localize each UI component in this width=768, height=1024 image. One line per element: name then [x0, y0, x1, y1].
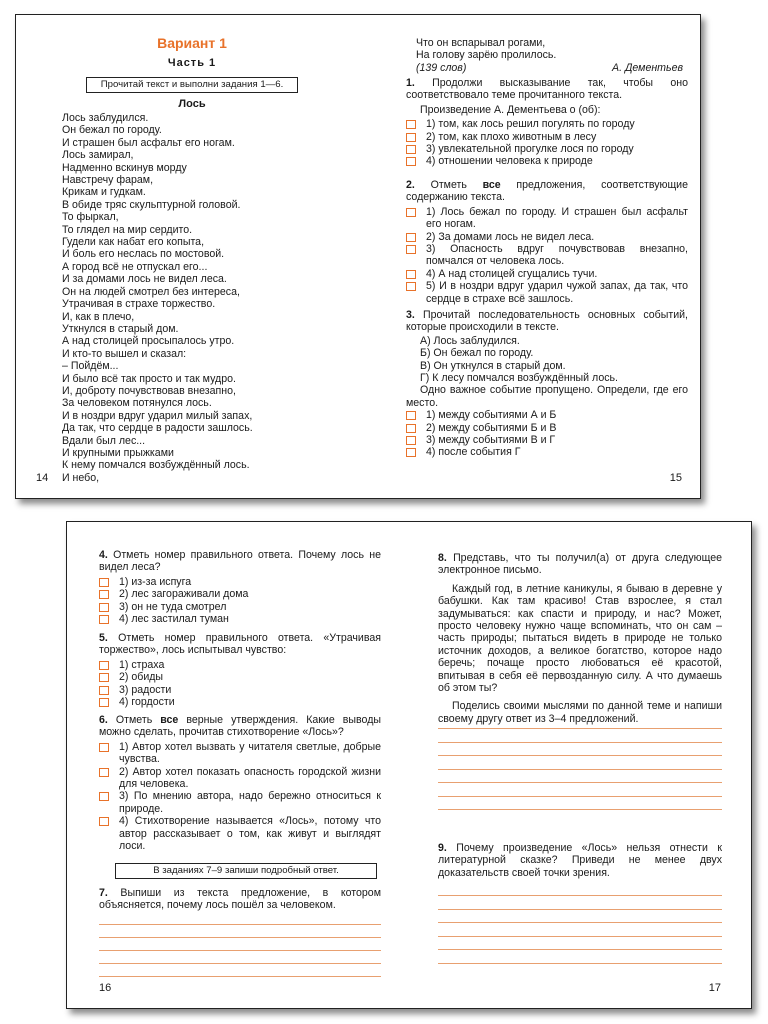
- event-item: В) Он уткнулся в старый дом.: [420, 359, 566, 372]
- page-number: 14: [36, 471, 49, 484]
- word-count: (139 слов): [416, 61, 467, 74]
- answer-line[interactable]: [438, 936, 722, 937]
- checkbox-icon[interactable]: [406, 411, 416, 420]
- poem-line: – Пойдём...: [62, 360, 119, 373]
- poem-line: И, как в плечо,: [62, 310, 135, 323]
- checkbox-icon[interactable]: [99, 743, 109, 752]
- checkbox-icon[interactable]: [99, 661, 109, 670]
- checkbox-icon[interactable]: [406, 436, 416, 445]
- answer-option[interactable]: 3) По мнению автора, надо бережно относиться к природе.: [99, 790, 381, 815]
- poem-line: То глядел на мир сердито.: [62, 223, 193, 236]
- question-8: [438, 552, 722, 725]
- question-text: Почему произведение «Лось» нельзя отнести к литературной сказке? Приведи не менее двух доказательств своей точки зрения.: [438, 842, 722, 879]
- answer-option[interactable]: 3) между событиями В и Г: [406, 434, 688, 446]
- checkbox-icon[interactable]: [99, 590, 109, 599]
- question-number: 4.: [99, 549, 108, 561]
- poem-credit: [416, 62, 686, 74]
- poem-text: [62, 112, 253, 484]
- answer-option[interactable]: 4) отношении человека к природе: [406, 155, 688, 167]
- question-number: 2.: [406, 179, 415, 191]
- poem-line: Крикам и гудкам.: [62, 186, 146, 199]
- poem-line: И кто-то вышел и сказал:: [62, 347, 187, 360]
- poem-line: И, доброту почувствовав внезапно,: [62, 384, 236, 397]
- author: А. Дементьев: [612, 61, 683, 74]
- answer-option[interactable]: 4) гордости: [99, 696, 381, 708]
- checkbox-icon[interactable]: [406, 208, 416, 217]
- answer-line[interactable]: [438, 755, 722, 756]
- poem-line: Гудели как набат его копыта,: [62, 236, 205, 249]
- question-stem: Одно важное событие пропущено. Определи, где его место.: [406, 384, 688, 409]
- checkbox-icon[interactable]: [406, 145, 416, 154]
- answer-option[interactable]: 1) Автор хотел вызвать у читателя светлые, добрые чувства.: [99, 741, 381, 766]
- poem-ending: [416, 37, 686, 74]
- question-number: 1.: [406, 77, 415, 89]
- poem-line: Он на людей смотрел без интереса,: [62, 285, 240, 298]
- answer-option[interactable]: 2) Автор хотел показать опасность городской жизни для человека.: [99, 766, 381, 791]
- event-item: Г) К лесу помчался возбуждённый лось.: [420, 372, 618, 385]
- answer-option[interactable]: 1) том, как лось решил погулять по городу: [406, 118, 688, 130]
- answer-line[interactable]: [99, 950, 381, 951]
- poem-line: Навстречу фарам,: [62, 174, 154, 187]
- answer-option[interactable]: 3) Опасность вдруг почувствовав внезапно, помчался от человека лось.: [406, 243, 688, 268]
- instruction-box: Прочитай текст и выполни задания 1—6.: [86, 77, 298, 93]
- poem-line: И в ноздри вдруг ударил милый запах,: [62, 409, 253, 422]
- question-number: 9.: [438, 842, 447, 854]
- page-17: [410, 522, 753, 1008]
- question-3: [406, 309, 688, 459]
- question-text: Выпиши из текста предложение, в котором объясняется, почему лось пошёл за человеком.: [99, 887, 381, 912]
- poem-line: То фыркал,: [62, 211, 119, 224]
- email-letter: Каждый год, в летние каникулы, я бываю в деревне у бабушки. Как там красиво! Став взрослее, я стал задумываться: как спасти и природу, и нас? Может, просто человеку нужно чаще вспоминать, что он сам – часть природы; пытаться видеть в природе не только источник доходов, а великое богатство, которое надо беречь; почаще просто любоваться её красотой, впитывая в себя её первозданную силу. А что думаешь об этом ты?: [438, 582, 722, 695]
- poem-line: И крупными прыжками: [62, 446, 174, 459]
- page-number: 16: [99, 981, 112, 994]
- question-7: [99, 887, 381, 912]
- poem-line: И было всё так просто и так мудро.: [62, 372, 236, 385]
- question-number: 6.: [99, 714, 108, 726]
- answer-line[interactable]: [438, 796, 722, 797]
- answer-option[interactable]: 4) Стихотворение называется «Лось», потому что автор рассказывает о том, как живут и выглядят лоси.: [99, 815, 381, 852]
- checkbox-icon[interactable]: [406, 282, 416, 291]
- answer-line[interactable]: [438, 949, 722, 950]
- checkbox-icon[interactable]: [99, 578, 109, 587]
- page-15: [368, 15, 702, 498]
- question-text: Представь, что ты получил(а) от друга следующее электронное письмо.: [438, 552, 722, 577]
- event-item: Б) Он бежал по городу.: [420, 347, 534, 360]
- answer-line[interactable]: [99, 924, 381, 925]
- checkbox-icon[interactable]: [406, 245, 416, 254]
- checkbox-icon[interactable]: [406, 157, 416, 166]
- poem-line: Уткнулся в старый дом.: [62, 322, 179, 335]
- answer-line[interactable]: [438, 782, 722, 783]
- part-title: Часть 1: [167, 57, 217, 69]
- instruction-box: В заданиях 7–9 запиши подробный ответ.: [115, 863, 377, 879]
- question-text: Отметь номер правильного ответа. Почему лось не видел леса?: [99, 549, 381, 574]
- poem-line: Надменно вскинув морду: [62, 161, 187, 174]
- answer-option[interactable]: 1) страха: [99, 659, 381, 671]
- answer-option[interactable]: 5) И в ноздри вдруг ударил чужой запах, да так, что сердце в страхе всё зашлось.: [406, 280, 688, 305]
- answer-option[interactable]: 2) лес загораживали дома: [99, 588, 381, 600]
- answer-option[interactable]: 2) между событиями Б и В: [406, 422, 688, 434]
- poem-line: В обиде тряс скульптурной головой.: [62, 198, 241, 211]
- poem-line: Он бежал по городу.: [62, 124, 162, 137]
- answer-option[interactable]: 2) обиды: [99, 671, 381, 683]
- poem-line: Вдали был лес...: [62, 434, 146, 447]
- page-number: 15: [669, 471, 682, 484]
- question-9: [438, 842, 722, 879]
- poem-line: Лось замирал,: [62, 149, 134, 162]
- poem-line: Утрачивая в страхе торжество.: [62, 298, 216, 311]
- question-stem: Произведение А. Дементьева о (об):: [420, 103, 601, 116]
- question-text: Продолжи высказывание так, чтобы оно соответствовало теме прочитанного текста.: [406, 77, 688, 102]
- checkbox-icon[interactable]: [99, 792, 109, 801]
- question-4: [99, 549, 381, 625]
- answer-option[interactable]: 3) он не туда смотрел: [99, 601, 381, 613]
- checkbox-icon[interactable]: [99, 673, 109, 682]
- answer-line[interactable]: [99, 976, 381, 977]
- question-2: 2. Отметь все предложения, соответствующие содержанию текста. 1) Лось бежал по городу. И страшен был асфальт его ногам. 2) За домами лось не видел леса. 3) Опасность вдруг почувствовав внезапно, помчался от человека лось. 4) А над столицей сгущались тучи. 5) И в ноздри вдруг ударил чужой запах, да так, что сердце в страхе всё зашлось.: [406, 179, 688, 305]
- question-6: 6. Отметь все верные утверждения. Какие выводы можно сделать, прочитав стихотворение «Лось»? 1) Автор хотел вызвать у читателя светлые, добрые чувства. 2) Автор хотел показать опасность городской жизни для человека. 3) По мнению автора, надо бережно относиться к природе. 4) Стихотворение называется «Лось», потому что автор рассказывает о том, как живут и выглядят лоси.: [99, 714, 382, 853]
- question-text: Прочитай последовательность основных событий, которые происходили в тексте.: [406, 309, 688, 334]
- checkbox-icon[interactable]: [406, 270, 416, 279]
- event-item: А) Лось заблудился.: [420, 334, 520, 347]
- poem-line: И боль его неслась по мостовой.: [62, 248, 225, 261]
- answer-option[interactable]: 2) том, как плохо животным в лесу: [406, 131, 688, 143]
- poem-line: Да так, что сердце в радости зашлось.: [62, 422, 253, 435]
- poem-line: За человеком потянулся лось.: [62, 397, 212, 410]
- variant-title: Вариант 1: [157, 35, 227, 51]
- answer-option[interactable]: 1) Лось бежал по городу. И страшен был асфальт его ногам.: [406, 206, 688, 231]
- answer-option[interactable]: 4) после события Г: [406, 446, 688, 458]
- poem-line: Что он вспарывал рогами,: [416, 37, 546, 49]
- poem-line: А над столицей просыпалось утро.: [62, 335, 235, 348]
- checkbox-icon[interactable]: [406, 120, 416, 129]
- question-5: [99, 632, 381, 708]
- book-spread-1: [15, 14, 701, 499]
- answer-line[interactable]: [438, 963, 722, 964]
- checkbox-icon[interactable]: [99, 817, 109, 826]
- answer-option[interactable]: 3) увлекательной прогулке лося по городу: [406, 143, 688, 155]
- answer-option[interactable]: 1) из-за испуга: [99, 576, 381, 588]
- checkbox-icon[interactable]: [406, 424, 416, 433]
- checkbox-icon[interactable]: [99, 768, 109, 777]
- checkbox-icon[interactable]: [99, 615, 109, 624]
- poem-line: На голову зарёю пролилось.: [416, 49, 557, 62]
- poem-line: И небо,: [62, 471, 100, 484]
- page-14: [16, 15, 368, 498]
- answer-line[interactable]: [438, 728, 722, 729]
- checkbox-icon[interactable]: [99, 603, 109, 612]
- checkbox-icon[interactable]: [406, 233, 416, 242]
- answer-option[interactable]: 4) лес застилал туман: [99, 613, 381, 625]
- question-task: Поделись своими мыслями по данной теме и напиши своему другу ответ из 3–4 предложений.: [438, 700, 722, 725]
- question-text: Отметь номер правильного ответа. «Утрачивая торжество», лось испытывал чувство:: [99, 632, 381, 657]
- answer-line[interactable]: [438, 922, 722, 923]
- question-number: 8.: [438, 552, 447, 564]
- question-number: 7.: [99, 887, 108, 899]
- question-number: 3.: [406, 309, 415, 321]
- poem-title: Лось: [178, 98, 206, 110]
- answer-option[interactable]: 2) За домами лось не видел леса.: [406, 231, 688, 243]
- answer-line[interactable]: [438, 909, 722, 910]
- answer-option[interactable]: 3) радости: [99, 684, 381, 696]
- poem-line: И за домами лось не видел леса.: [62, 273, 227, 286]
- checkbox-icon[interactable]: [99, 698, 109, 707]
- checkbox-icon[interactable]: [406, 133, 416, 142]
- question-1: [406, 77, 688, 168]
- poem-line: Лось заблудился.: [62, 112, 149, 124]
- answer-option[interactable]: 1) между событиями А и Б: [406, 409, 688, 421]
- answer-line[interactable]: [438, 809, 722, 810]
- poem-line: К нему помчался возбуждённый лось.: [62, 459, 250, 472]
- book-spread-2: [66, 521, 752, 1009]
- answer-line[interactable]: [438, 895, 722, 896]
- answer-line[interactable]: [99, 937, 381, 938]
- question-number: 5.: [99, 632, 108, 644]
- answer-line[interactable]: [99, 963, 381, 964]
- page-number: 17: [708, 981, 721, 994]
- answer-line[interactable]: [438, 742, 722, 743]
- checkbox-icon[interactable]: [406, 448, 416, 457]
- poem-line: И страшен был асфальт его ногам.: [62, 136, 235, 149]
- answer-option[interactable]: 4) А над столицей сгущались тучи.: [406, 268, 688, 280]
- checkbox-icon[interactable]: [99, 686, 109, 695]
- page-16: [67, 522, 410, 1008]
- poem-line: А город всё не отпускал его...: [62, 260, 208, 273]
- event-list: [406, 335, 688, 385]
- answer-line[interactable]: [438, 769, 722, 770]
